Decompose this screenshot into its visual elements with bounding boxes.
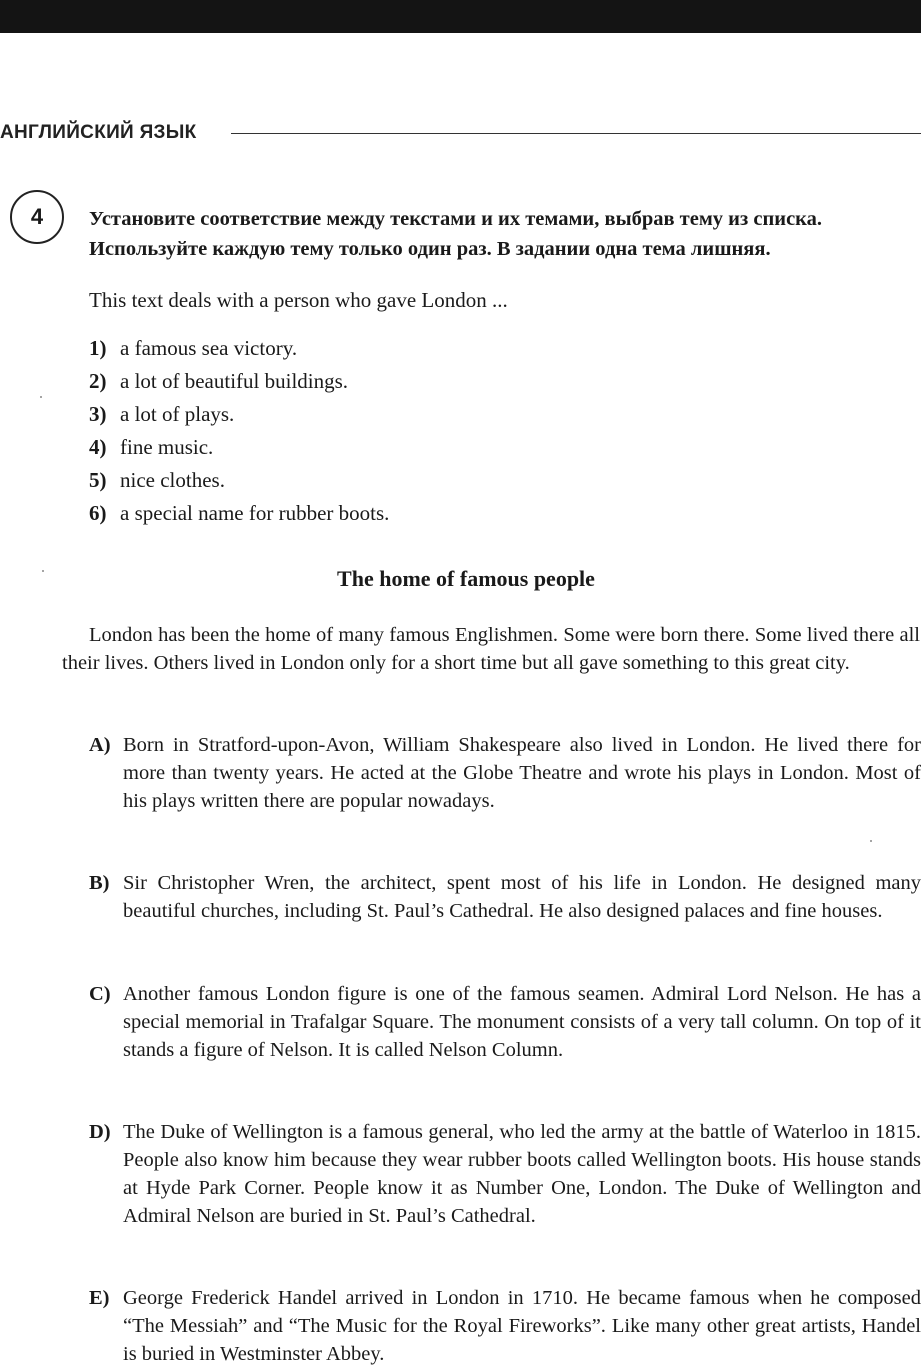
text-paragraph-d: [89, 1118, 921, 1230]
topic-option: [89, 336, 389, 369]
topic-options-list: [89, 336, 389, 534]
option-number: 4): [89, 435, 107, 459]
page-header: [0, 120, 921, 148]
option-text: a lot of plays.: [120, 402, 235, 426]
paragraph-letter: E): [89, 1287, 110, 1309]
topic-option: [89, 501, 389, 534]
task-instruction: [89, 204, 921, 264]
paragraph-text: Sir Christopher Wren, the architect, spent most of his life in London. He designed many beautiful churches, including St. Paul’s Cathedral. He also designed palaces and fine houses.: [123, 872, 921, 922]
paragraph-text: Born in Stratford-upon-Avon, William Shakespeare also lived in London. He lived there for more than twenty years. He acted at the Globe Theatre and wrote his plays in London. Most of his plays written there are popular nowadays.: [123, 734, 921, 812]
scan-speck: [40, 396, 42, 398]
text-paragraph-b: [89, 869, 921, 925]
task-prompt: This text deals with a person who gave London ...: [89, 288, 508, 312]
option-text: fine music.: [120, 435, 214, 459]
option-number: 5): [89, 468, 107, 492]
option-number: 3): [89, 402, 107, 426]
option-number: 6): [89, 501, 107, 525]
paragraph-letter: D): [89, 1121, 111, 1143]
paragraph-text: George Frederick Handel arrived in London in 1710. He became famous when he composed “The Messiah” and “The Music for the Royal Fireworks”. Like many other great artists, Handel is buried in Westminster Abbey.: [123, 1287, 921, 1365]
topic-option: [89, 369, 389, 402]
option-text: a famous sea victory.: [120, 336, 298, 360]
option-text: nice clothes.: [120, 468, 225, 492]
option-text: a special name for rubber boots.: [120, 501, 390, 525]
paragraph-text: The Duke of Wellington is a famous general, who led the army at the battle of Waterloo in 1815. People also know him because they wear rubber boots called Wellington boots. His house stands at Hyde Park Corner. People know it as Number One, London. The Duke of Wellington and Admiral Nelson are buried in St. Paul’s Cathedral.: [123, 1121, 921, 1227]
text-paragraph-c: [89, 980, 921, 1064]
article-intro: London has been the home of many famous Englishmen. Some were born there. Some lived there all their lives. Others lived in London only for a short time but all gave something to this great city.: [62, 624, 920, 674]
scan-speck: [870, 840, 872, 842]
instruction-line-1: Установите соответствие между текстами и их темами, выбрав тему из списка.: [89, 208, 823, 230]
topic-option: [89, 402, 389, 435]
paragraph-letter: B): [89, 872, 110, 894]
text-paragraph-e: [89, 1284, 921, 1368]
paragraph-text: Another famous London figure is one of the famous seamen. Admiral Lord Nelson. He has a special memorial in Trafalgar Square. The monument consists of a very tall column. On top of it stands a figure of Nelson. It is called Nelson Column.: [123, 983, 921, 1061]
scan-top-border: [0, 0, 921, 33]
text-paragraph-a: [89, 731, 921, 815]
instruction-line-2: Используйте каждую тему только один раз. В задании одна тема лишняя.: [89, 238, 771, 260]
paragraph-letter: A): [89, 734, 111, 756]
scan-speck: [42, 570, 44, 572]
subject-title: АНГЛИЙСКИЙ ЯЗЫК: [0, 122, 197, 143]
option-number: 1): [89, 336, 107, 360]
option-number: 2): [89, 369, 107, 393]
header-rule: [231, 133, 921, 134]
topic-option: [89, 435, 389, 468]
article-title: The home of famous people: [337, 566, 595, 591]
topic-option: [89, 468, 389, 501]
option-text: a lot of beautiful buildings.: [120, 369, 349, 393]
task-number-badge: 4: [10, 190, 64, 244]
paragraph-letter: C): [89, 983, 111, 1005]
